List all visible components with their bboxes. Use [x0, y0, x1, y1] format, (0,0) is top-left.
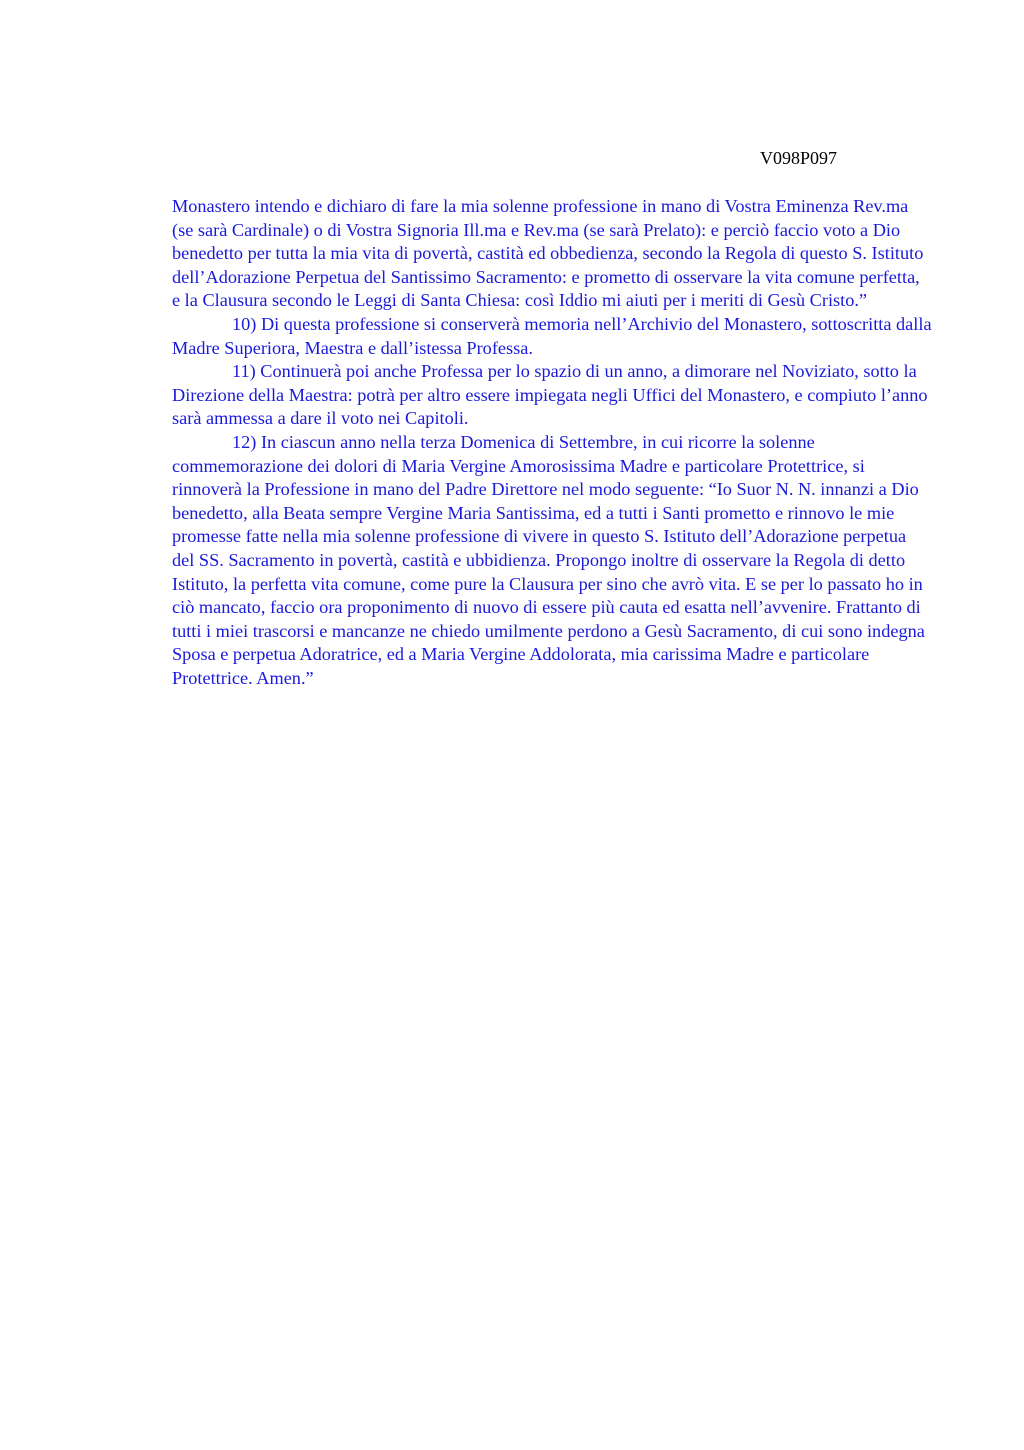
paragraph-profession-formula: Monastero intendo e dichiaro di fare la mia solenne professione in mano di Vostra Eminenza Rev.ma (se sarà Cardinale) o di Vostra Signoria Ill.ma e Rev.ma (se sarà Prelato): e perciò faccio voto a Dio benedetto per tutta la mia vita di povertà, castità ed obbedienza, secondo la Regola di questo S. Istituto dell’Adorazione Perpetua del Santissimo Sacramento: e prometto di osservare la vita comune perfetta, e la Clausura secondo le Leggi di Santa Chiesa: così Iddio mi aiuti per i meriti di Gesù Cristo.”: [172, 196, 924, 311]
paragraph-article-12: 12) In ciascun anno nella terza Domenica di Settembre, in cui ricorre la solenne commemorazione dei dolori di Maria Vergine Amorosissima Madre e particolare Protettrice, si rinnoverà la Professione in mano del Padre Direttore nel modo seguente: “Io Suor N. N. innanzi a Dio benedetto, alla Beata sempre Vergine Maria Santissima, ed a tutti i Santi prometto e rinnovo le mie promesse fatte nella mia solenne professione di vivere in questo S. Istituto dell’Adorazione perpetua del SS. Sacramento in povertà, castità e ubbidienza. Propongo inoltre di osservare la Regola di detto Istituto, la perfetta vita comune, come pure la Clausura per sino che avrò vita. E se per lo passato ho in ciò mancato, faccio ora proponimento di nuovo di essere più cauta ed esatta nell’avvenire. Frattanto di tutti i miei trascorsi e mancanze ne chiedo umilmente perdono a Gesù Sacramento, di cui sono indegna Sposa e perpetua Adoratrice, ed a Maria Vergine Addolorata, mia carissima Madre e particolare Protettrice. Amen.”: [172, 431, 925, 688]
page-code: V098P097: [760, 148, 838, 168]
document-body: [172, 195, 932, 690]
paragraph-article-11: 11) Continuerà poi anche Professa per lo spazio di un anno, a dimorare nel Noviziato, sotto la Direzione della Maestra: potrà per altro essere impiegata negli Uffici del Monastero, e compiuto l’anno sarà ammessa a dare il voto nei Capitoli.: [172, 361, 928, 429]
paragraph-article-10: 10) Di questa professione si conserverà memoria nell’Archivio del Monastero, sottoscritta dalla Madre Superiora, Maestra e dall’istessa Professa.: [172, 313, 932, 358]
